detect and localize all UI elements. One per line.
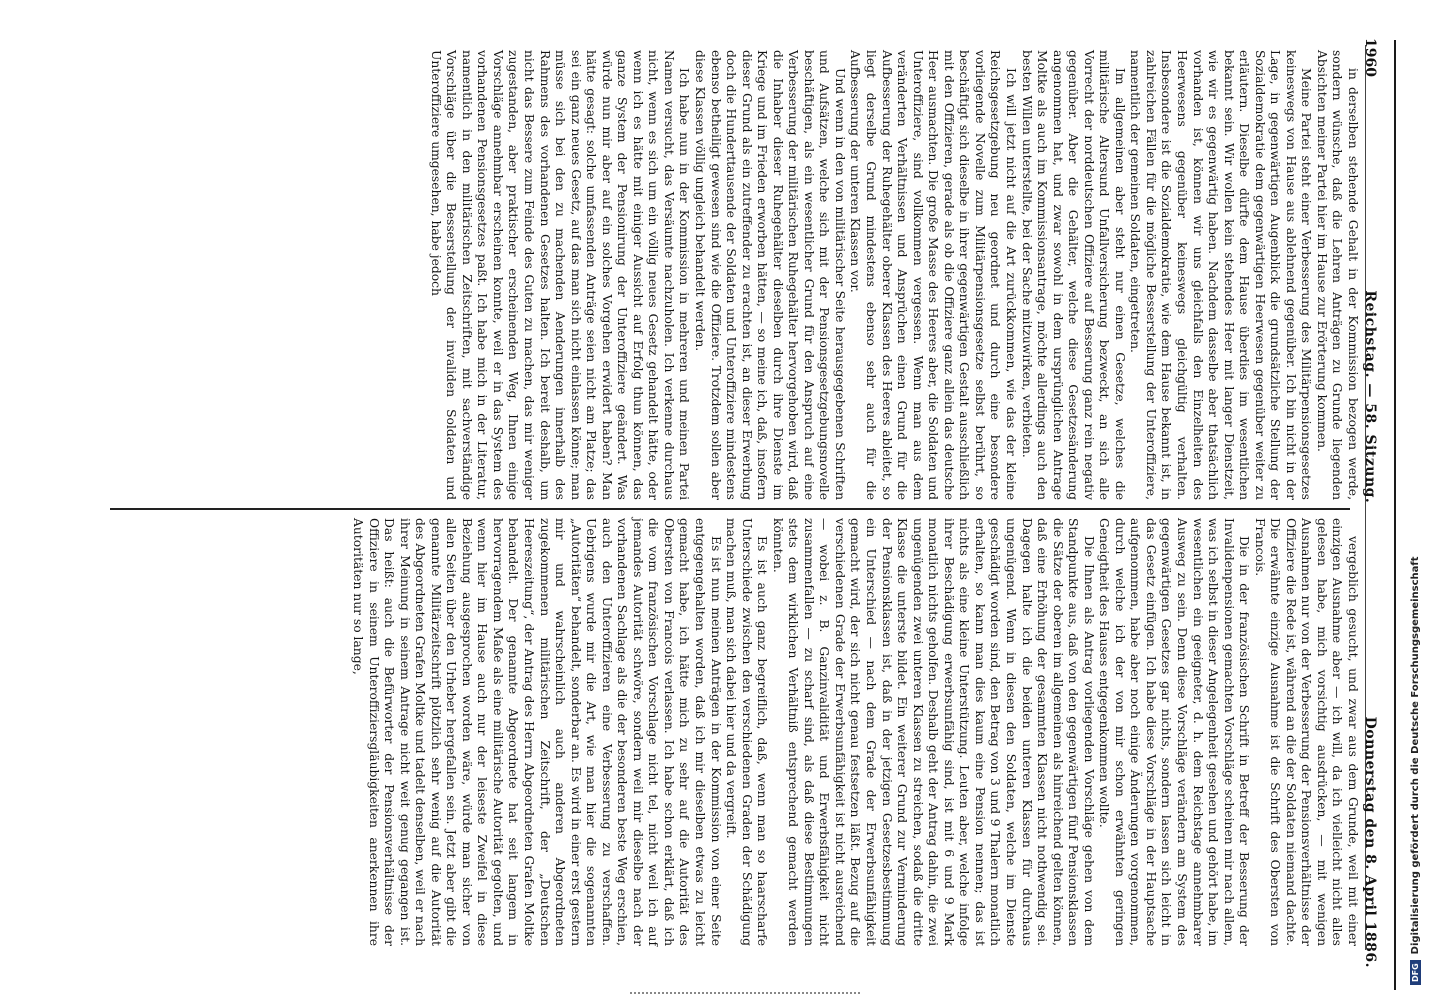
page-number: 1960 — [1362, 38, 1378, 77]
text-column-2 — [90, 518, 1360, 948]
header-title: Reichstag. — 58. Sitzung. — [1362, 290, 1378, 504]
scan-marks — [630, 992, 860, 998]
paragraph: Ich habe nun in der Kommission in mehreren und meinen Partei Namen versucht, das Versäumte nachzuholen. Ich verkenne durchaus nicht, wenn es sich um ein völlig neues Gesetz gehandelt hätte, oder wenn ich es hätte mit einiger Aussicht auf Erfolg thun können, das ganze System der Pensionirung der Unteroffiziere geändert. Was würde nun mir aber auf ein solches Vorgehen erwidert haben? Man hätte gesagt: solche umfassenden Anträge seien nicht am Platze; das sei ein ganz neues Gesetz, auf das man sich nicht einlassen könne; man müsse sich bei den zu machenden Aenderungen innerhalb des Rahmens des vorhandenen Gesetzes halten. Ich bereit deshalb, um nicht das Bessere zum Feinde des Guten zu machen, das mir weniger zugestanden, aber praktischer erscheinenden Weg, Ihnen einige Vorschläge annehmbar erscheinen konnte, weil er in das System des vorhandenen Pensionsgesetzes paßt. Ich habe mich in der Literatur, namentlich in den militärischen Zeitschriften, mit sachverständige Vorschläge über die Besserstellung der invaliden Soldaten und Unteroffiziere umgesehen, habe jedoch — [428, 50, 692, 500]
header-date: Donnerstag den 8. April 1886. — [1362, 716, 1378, 968]
paragraph: Und wenn in den von militärischer Seite herausgegebenen Schriften und Aufsätzen, welche sich mit der Pensionsgesetzgebungsnovelle beschäftigen, als ein wesentlicher Grund für den Anspruch auf eine Verbesserung der militärischen Ruhegehälter hervorgehoben wird, daß die Inhaber dieser Ruhegehälter dieselben durch ihre Dienste im Kriege und im Frieden erworben hätten, — so meine ich, daß, insofern dieser Grund als ein zutreffender zu erachten ist, an dieser Erwerbung doch die Hunderttausende der Soldaten und Unteroffiziere mindestens ebenso betheiligt gewesen sind wie die Offiziere. Trotzdem sollen aber diese Klassen völlig ungleich behandelt werden. — [693, 50, 847, 500]
paragraph: Es ist nun meinen Anträgen in der Kommission von einer Seite entgegengehalten worden, daß ich mir dieselben etwas zu leicht gemacht habe, ich hätte mich zu sehr auf die Autorität des Obersten von Francois verlassen. Ich habe schon erklärt, daß ich die vom französischen Vorschlage nicht tel, nicht weil ich auf jemandes Autorität schwöre, sondern weil mir dieselbe nach der vorhandenen Sachlage als die der besonderen beste Weg erschien, auch den Unteroffizieren eine Verbesserung zu verschaffen. Uebrigens wurde mir die Art, wie man hier die sogenannten „Autoritäten“ behandelt, sonderbar an. Es wird in einer erst gestern mir und wahrscheinlich auch anderen Abgeordneten zugekommenen militärischen Zeitschrift, der „Deutschen Heereszeitung“, der Antrag des Herrn Abgeordneten Grafen Moltke behandelt. Der genannte Abgeordnete hat seit langem in hervorragendem Maße als eine militärische Autorität gegolten, und wenn hier im Hause auch nur der leiseste Zweifel in diese Beziehung ausgesprochen worden wäre, würde man sicher von allen Seiten über den Urheber hergefallen sein. Jetzt aber gibt die genannte Militärzeitschrift plötzlich sehr wenig auf die Autorität des Abgeordneten Grafen Moltke und tadelt denselben, weil er nach ihrer Meinung in seinem Antrage nicht weit genug gegangen ist. Das heißt: auch die Befürworter der Pensionsverhältnisse der Offiziere in seinem Unteroffiziersgläubigkeiten anerkennen ihre Autoritäten nur so lange, — [351, 518, 723, 946]
paragraph: in derselben stehende Gehalt in der Kommission bezogen werde, sondern wünsche, daß die Lehren Anträgen zu Grunde liegenden Absichten meiner Partei hier im Hause zur Erörterung kommen. — [1314, 50, 1360, 500]
footer-text: Digitalisierung gefördert durch die Deutsche Forschungsgemeinschaft — [1409, 556, 1421, 955]
dfg-logo-icon: DFG — [1410, 960, 1421, 985]
column-divider — [110, 508, 1350, 510]
paragraph: Im allgemeinen aber steht nur einen Gesetze, welches die militärische Altersund Unfallversicherung bezweckt, an sich alle Vorrecht der norddeutschen Offiziere auf Besserung ganz rein negativ gegenüber. Aber die Gehälter, welche diese Gesetzesänderung angenommen hat, und zwar sowohl in dem ursprünglichen Antrage Moltke als auch im Kommissionsantrage, möchte allerdings auch den besten Willen unterstellte, bei der Sache mitzuwirken, verbieten. — [1019, 50, 1127, 500]
paragraph: Die in der französischen Schrift in Betreff der Besserung der Invalidenpensionen gemachten Vorschläge scheinen mir nach allem, was ich selbst in dieser Angelegenheit gesehen und gehört habe, im wesentlichen ein geeigneter, d. h. dem Reichstage annehmbarer Ausweg zu sein. Denn diese Vorschläge verändern am System des gegenwärtigen Gesetzes gar nichts, sondern lassen sich leicht in das Gesetz einfügen. Ich habe diese Vorschläge in der Hauptsache aufgenommen, habe aber noch einige Änderungen vorgenommen, durch welche ich der von mir schon erwähnten geringen Geneigtheit des Hauses entgegenkommen wollte. — [1097, 518, 1252, 946]
paragraph: Die Ihnen als Antrag vorliegenden Vorschläge gehen von dem Standpunkte aus, daß von den gegenwärtigen fünf Pensionsklassen die Sätze der oberen im allgemeinen als hinreichend gelten können, daß eine Erhöhung der gesammten Klassen nicht nothwendig sei. Dagegen halte ich die beiden unteren Klassen für durchaus ungenügend. Wenn in diesen den Soldaten, welche im Dienste geschädigt worden sind, den Betrag von 3 und 9 Thalern monatlich erhalten, so kann man dies kaum eine Pension nennen; das ist nichts als eine kleine Unterstützung. Leuten aber, welche infolge ihrer Beschädigung erwerbsunfähig sind, ist mit 6 und 9 Mark monatlich nichts geholfen. Deshalb geht der Antrag dahin, die zwei ungenügenden zwei unteren Klassen zu streichen, sodaß die dritte Klasse die unterste bildet. Ein weiterer Grund zur Verminderung der Pensionsklassen ist, daß in der jetzigen Gesetzesbestimmung ein Unterschied — nach dem Grade der Erwerbsunfähigkeit gemacht wird, der sich nicht genau festsetzen läßt. Bezug auf die verschiedenen Grade der Erwerbsunfähigkeit ist nicht ausreichend — wobei z. B. Ganzinvalidität und Erwerbsfähigkeit nicht zusammenfallen — zu scharf sind, als daß diese Bestimmungen stets dem wirklichen Verhältniß entsprechend gemacht werden könnten. — [770, 518, 1096, 946]
paragraph: Es ist auch ganz begreiflich, daß, wenn man so haarscharfe Unterschiede zwischen den verschiedenen Graden der Schädigung machen muß, man sich dabei hier und da vergreift. — [724, 518, 770, 946]
paragraph: vergeblich gesucht, und zwar aus dem Grunde, weil mit einer einzigen Ausnahme aber — ich will, da ich vielleicht nicht alles gelesen habe, mich vorsichtig ausdrücken, — mit wenigen Ausnahmen nur von der Verbesserung der Pensionsverhältnisse der Offiziere die Rede ist, während an die der Soldaten niemand dachte. Die erwähnte einzige Ausnahme ist die Schrift des Obersten von Francois. — [1252, 518, 1360, 946]
text-column-1 — [90, 50, 1360, 500]
paragraph: Meine Partei steht einer Verbesserung des Militärpensionsgesetzes keineswegs von Hause aus ablehnend gegenüber. Ich bin nicht in der Lage, in gegenwärtigen Augenblick die grundsätzliche Stellung der Sozialdemokratie dem gegenwärtigen Heerwesen gegenüber weiter zu erläutern. Dieselbe dürfte dem Hause überdies im wesentlichen bekannt sein. Wir wollen kein stehendes Heer mit langer Dienstzeit, wie wir es gegenwärtig haben. Nachdem dasselbe aber thatsächlich vorhanden ist, können wir uns gleichfalls den Einzelheiten des Heerwesens gegenüber keineswegs gleichgültig verhalten. Insbesondere ist die Sozialdemokratie, wie dem Hause bekannt ist, in zahlreichen Fällen für die mögliche Besserstellung der Unteroffiziere, namentlich der gemeinen Soldaten, eingetreten. — [1128, 50, 1314, 500]
digitization-footer — [1405, 25, 1425, 985]
paragraph: Ich will jetzt nicht auf die Art zurückkommen, wie das der kleine Reichsgesetzgebung neu geordnet und durch eine besondere vorliegende Novelle zum Militärpensionsgesetze selbst berührt, so beschäftigt sich dieselbe in ihrer gegenwärtigen Gestalt ausschließlich mit den Offizieren, gerade als ob die Offiziere ganz allein das deutsche Heer ausmachten. Die große Masse des Heeres aber, die Soldaten und Unteroffiziere, sind vollkommen vergessen. Wenn man aus dem veränderten Verhältnissen und Ansprüchen einen Grund für die Aufbesserung der Ruhegehälter oberer Klassen des Heeres ableitet, so liegt derselbe Grund mindestens ebenso sehr auch für die Aufbesserung der unteren Klassen vor. — [848, 50, 1018, 500]
scan-edge — [1394, 40, 1396, 990]
